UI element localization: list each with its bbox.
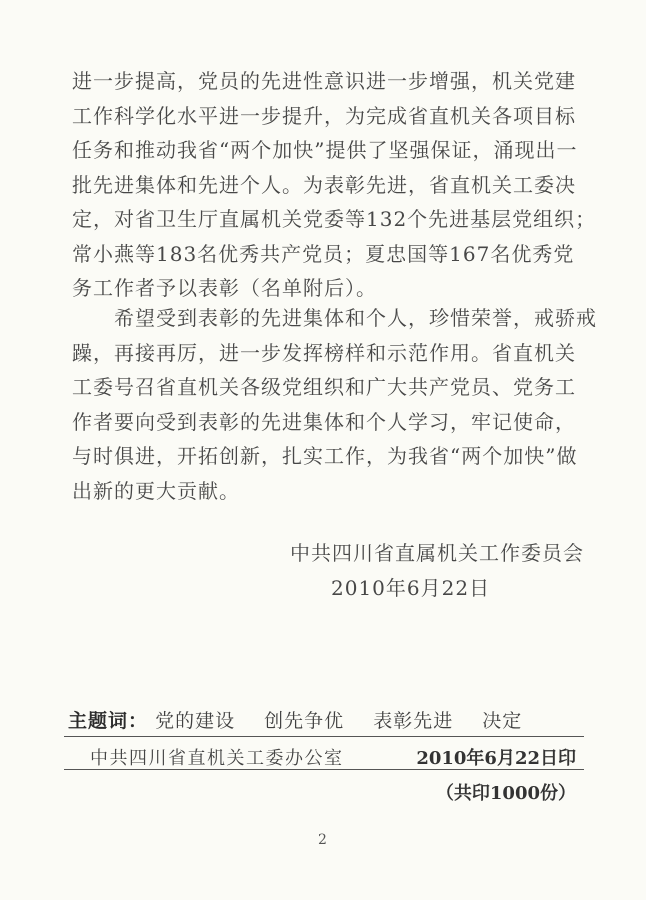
signature-organization: 中共四川省直属机关工作委员会 (290, 541, 584, 565)
paragraph-line: 常小燕等183名优秀共产党员；夏忠国等167名优秀党 (72, 241, 575, 266)
signature-date: 2010年6月22日 (331, 576, 491, 600)
footer-issuer: 中共四川省直机关工委办公室 (90, 748, 344, 769)
footer-print-count: （共印1000份） (435, 783, 576, 804)
keywords-label: 主题词： (68, 710, 149, 732)
keywords-line (68, 706, 582, 733)
paragraph-line: 希望受到表彰的先进集体和个人，珍惜荣誉，戒骄戒 (72, 306, 597, 330)
footer-bottom-rule (64, 769, 584, 770)
paragraph-line: 务工作者予以表彰（名单附后）。 (72, 276, 377, 300)
paragraph-line: 进一步提高，党员的先进性意识进一步增强，机关党建 (72, 69, 576, 93)
paragraph-line: 出新的更大贡献。 (72, 478, 240, 503)
body-paragraph-2 (72, 301, 597, 508)
paragraph-line: 与时俱进，开拓创新，扎实工作，为我省“两个加快”做 (72, 444, 578, 468)
paragraph-line: 定，对省卫生厅直属机关党委等132个先进基层党组织； (72, 207, 597, 231)
keyword-item: 创先争优 (264, 710, 345, 732)
keyword-item: 决定 (482, 710, 523, 732)
keyword-item: 表彰先进 (373, 710, 454, 732)
paragraph-line: 躁，再接再厉，进一步发挥榜样和示范作用。省直机关 (72, 340, 576, 365)
paragraph-line: 工作科学化水平进一步提升，为完成省直机关各项目标 (72, 103, 576, 128)
paragraph-line: 任务和推动我省“两个加快”提供了坚强保证，涌现出一 (72, 138, 578, 162)
keyword-item: 党的建设 (155, 710, 236, 732)
footer-top-rule (64, 736, 584, 737)
paragraph-line: 批先进集体和先进个人。为表彰先进，省直机关工委决 (72, 172, 576, 197)
page-number: 2 (318, 832, 327, 848)
paragraph-line: 工委号召省直机关各级党组织和广大共产党员、党务工 (72, 375, 576, 399)
footer-print-date: 2010年6月22日印 (416, 748, 576, 769)
body-paragraph-1 (72, 64, 597, 306)
paragraph-line: 作者要向受到表彰的先进集体和个人学习，牢记使命， (72, 409, 576, 434)
